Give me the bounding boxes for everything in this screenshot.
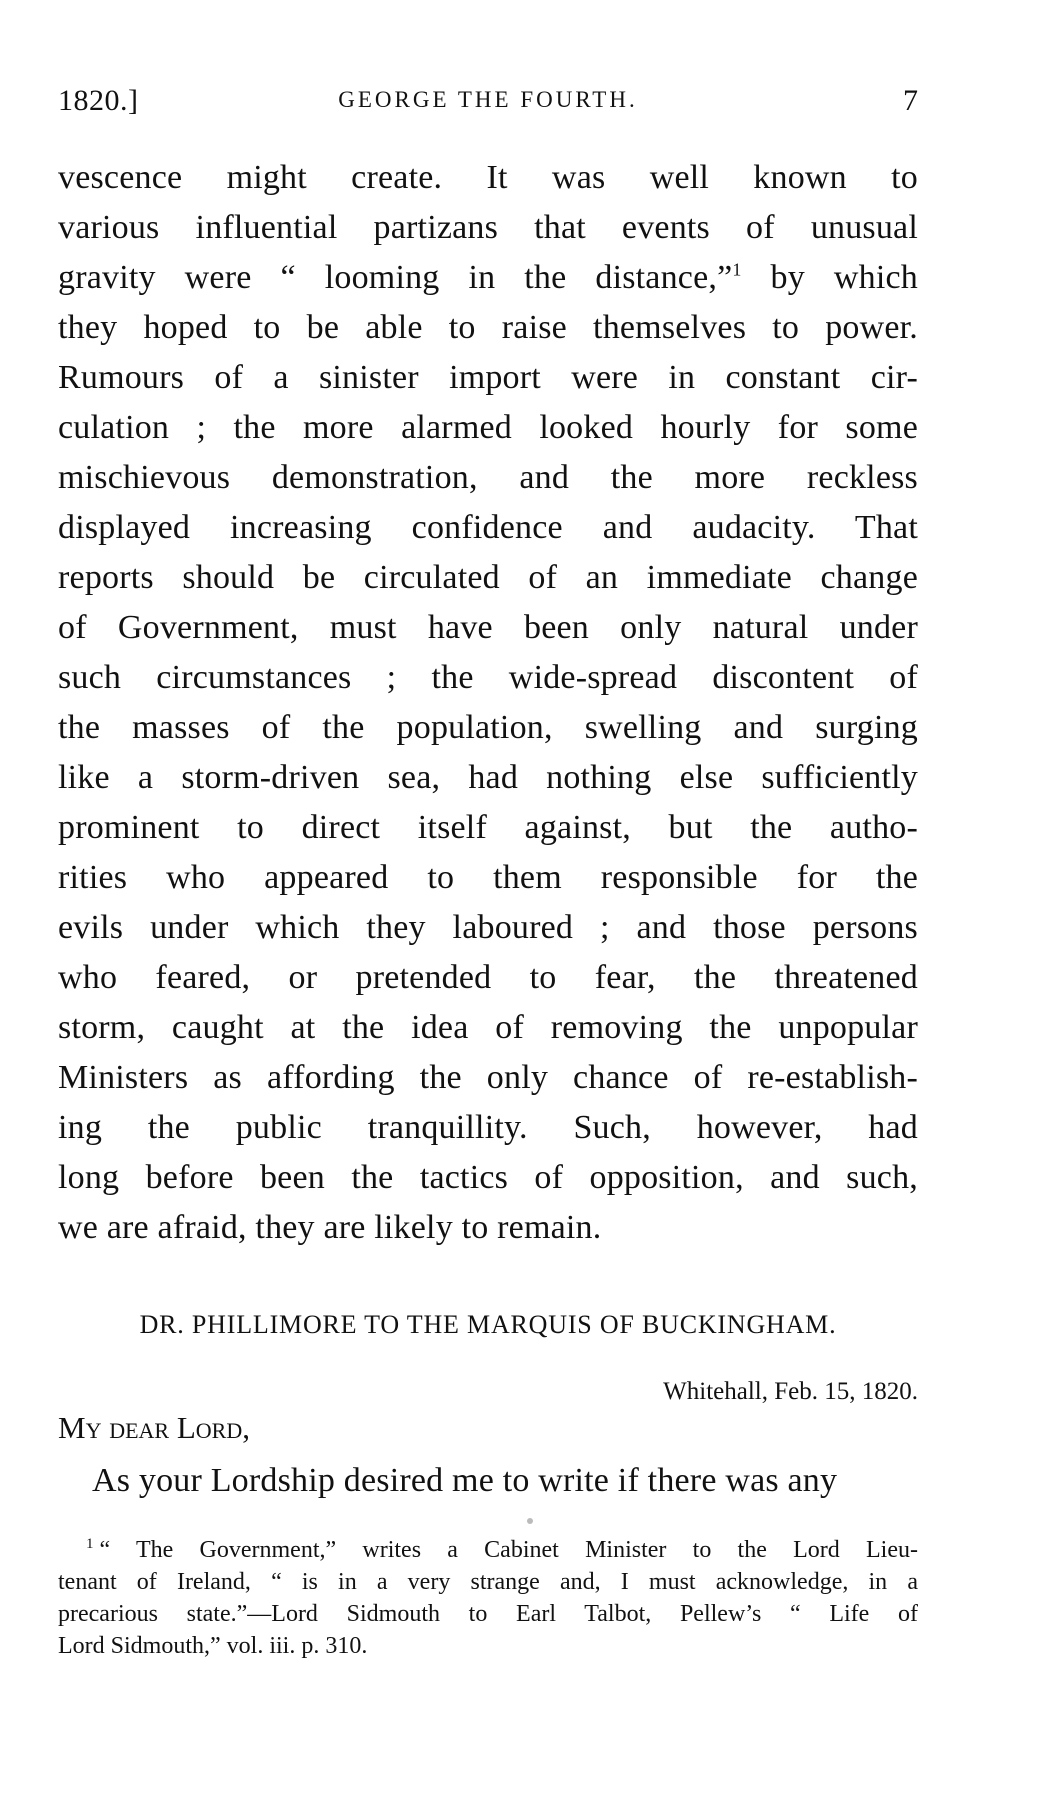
text-line: vescence might create. It was well known to <box>58 159 918 196</box>
text-line: who feared, or pretended to fear, the threatened <box>58 959 918 996</box>
running-head-title: GEORGE THE FOURTH. <box>338 87 638 112</box>
text-line: storm, caught at the idea of removing the unpopular <box>58 1009 918 1046</box>
text-line: the masses of the population, swelling and surging <box>58 709 918 746</box>
text-line: like a storm-driven sea, had nothing else sufficiently <box>58 759 918 796</box>
text-line: Rumours of a sinister import were in constant cir- <box>58 359 918 396</box>
footnote-line: Lord Sidmouth,” vol. iii. p. 310. <box>58 1633 368 1659</box>
text-line: prominent to direct itself against, but the autho- <box>58 809 918 846</box>
text-line: ing the public tranquillity. Such, however, had <box>58 1109 918 1146</box>
text-line: such circumstances ; the wide-spread discontent of <box>58 659 918 696</box>
text-line: displayed increasing confidence and audacity. That <box>58 509 918 546</box>
letter-salutation: My dear Lord, <box>58 1410 250 1445</box>
text-line: they hoped to be able to raise themselves to power. <box>58 309 918 346</box>
main-paragraph <box>58 153 918 1253</box>
text-line-with-footnote <box>58 253 918 303</box>
footnote-line: precarious state.”—Lord Sidmouth to Earl Talbot, Pellew’s “ Life of <box>58 1601 918 1627</box>
running-head <box>58 84 918 128</box>
text-line: Ministers as affording the only chance of re-establish- <box>58 1059 918 1096</box>
letter-heading: DR. PHILLIMORE TO THE MARQUIS OF BUCKINGHAM. <box>139 1310 837 1339</box>
letter-opening <box>58 1456 918 1506</box>
footnote <box>58 1534 918 1662</box>
letter-dateline: Whitehall, Feb. 15, 1820. <box>663 1378 918 1405</box>
footnote-reference[interactable]: 1 <box>732 259 742 280</box>
running-head-year: 1820.] <box>58 84 139 117</box>
footnote-line: tenant of Ireland, “ is in a very strange and, I must acknowledge, in a <box>58 1569 918 1595</box>
text-line: mischievous demonstration, and the more reckless <box>58 459 918 496</box>
text-line: rities who appeared to them responsible for the <box>58 859 918 896</box>
text-line: As your Lordship desired me to write if there was any <box>92 1462 838 1499</box>
text-line: various influential partizans that events of unusual <box>58 209 918 246</box>
footnote-mark: 1 <box>86 1536 94 1552</box>
text-line-head: gravity were “ looming in the distance,” <box>58 259 733 296</box>
footnote-line <box>58 1534 918 1566</box>
text-line: culation ; the more alarmed looked hourly for some <box>58 409 918 446</box>
text-line: of Government, must have been only natural under <box>58 609 918 646</box>
text-line: evils under which they laboured ; and those persons <box>58 909 918 946</box>
text-line: we are afraid, they are likely to remain. <box>58 1209 602 1246</box>
text-line: long before been the tactics of opposition, and such, <box>58 1159 918 1196</box>
text-line: reports should be circulated of an immediate change <box>58 559 918 596</box>
text-line-tail: by which <box>741 259 918 296</box>
footnote-separator <box>527 1518 533 1524</box>
footnote-line-text: “ The Government,” writes a Cabinet Minister to the Lord Lieu- <box>99 1537 918 1563</box>
page-number: 7 <box>903 84 918 117</box>
